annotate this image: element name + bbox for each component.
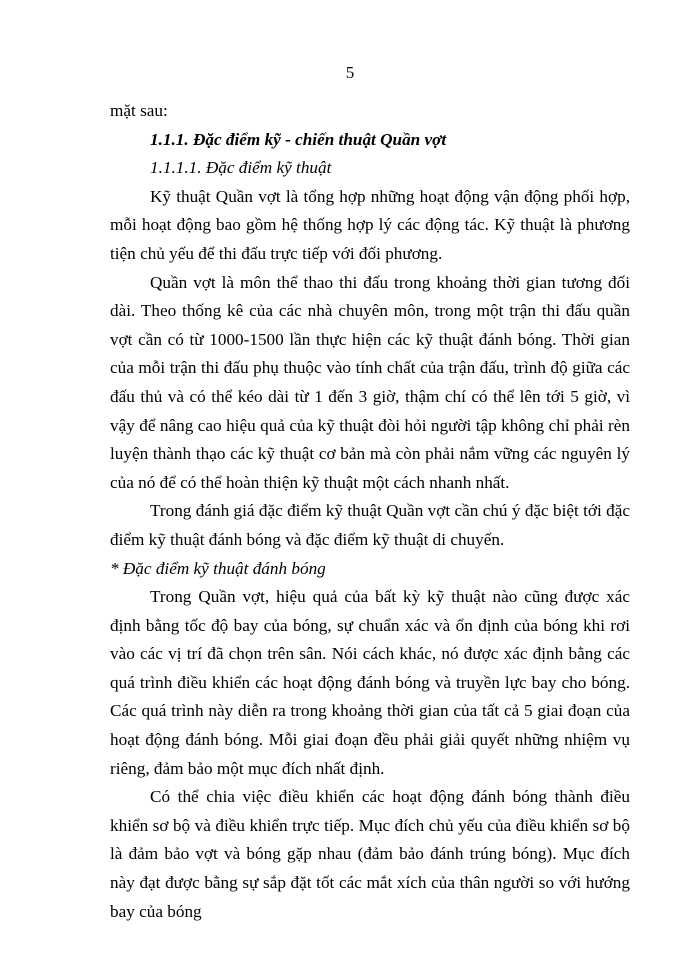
sub-subsection-heading: * Đặc điểm kỹ thuật đánh bóng	[110, 558, 326, 578]
subsection-heading: 1.1.1.1. Đặc điểm kỹ thuật	[150, 158, 332, 178]
document-body	[110, 97, 630, 926]
section-heading: 1.1.1. Đặc điểm kỹ - chiến thuật Quần vợt	[150, 129, 447, 149]
page-number: 5	[345, 63, 355, 82]
paragraph: Có thể chia việc điều khiển các hoạt động đánh bóng thành điều khiển sơ bộ và điều khiển trực tiếp. Mục đích chủ yếu của điều khiển sơ bộ là đảm bảo vợt và bóng gặp nhau (đảm bảo đánh trúng bóng). Mục đích này đạt được bằng sự sắp đặt tốt các mắt xích của thân người so với hướng bay của bóng	[110, 787, 630, 921]
paragraph: Trong Quần vợt, hiệu quả của bất kỳ kỹ thuật nào cũng được xác định bằng tốc độ bay của bóng, sự chuẩn xác và ổn định của bóng khi rơi vào các vị trí đã chọn trên sân. Nói cách khác, nó được xác định bằng các quá trình điều khiển các hoạt động đánh bóng và truyền lực bay cho bóng. Các quá trình này diễn ra trong khoảng thời gian của tất cả 5 giai đoạn của hoạt động đánh bóng. Mỗi giai đoạn đều phải giải quyết những nhiệm vụ riêng, đảm bảo một mục đích nhất định.	[110, 587, 630, 778]
paragraph: Trong đánh giá đặc điểm kỹ thuật Quần vợt cần chú ý đặc biệt tới đặc điểm kỹ thuật đánh bóng và đặc điểm kỹ thuật di chuyển.	[110, 501, 630, 549]
paragraph: Quần vợt là môn thể thao thi đấu trong khoảng thời gian tương đối dài. Theo thống kê của các nhà chuyên môn, trong một trận thi đấu quần vợt cần có từ 1000-1500 lần thực hiện các kỹ thuật đánh bóng. Thời gian của mỗi trận thi đấu phụ thuộc vào tính chất của trận đấu, trình độ giữa các đấu thủ và có thể kéo dài từ 1 đến 3 giờ, thậm chí có thể lên tới 5 giờ, vì vậy để nâng cao hiệu quả của kỹ thuật đòi hỏi người tập không chỉ phải rèn luyện thành thạo các kỹ thuật cơ bản mà còn phải nắm vững các nguyên lý của nó để có thể hoàn thiện kỹ thuật một cách nhanh nhất.	[110, 272, 630, 492]
paragraph: Kỹ thuật Quần vợt là tổng hợp những hoạt động vận động phối hợp, mỗi hoạt động bao gồm hệ thống hợp lý các động tác. Kỹ thuật là phương tiện chủ yếu để thi đấu trực tiếp với đối phương.	[110, 186, 630, 263]
continuation-text: mặt sau:	[110, 101, 168, 120]
